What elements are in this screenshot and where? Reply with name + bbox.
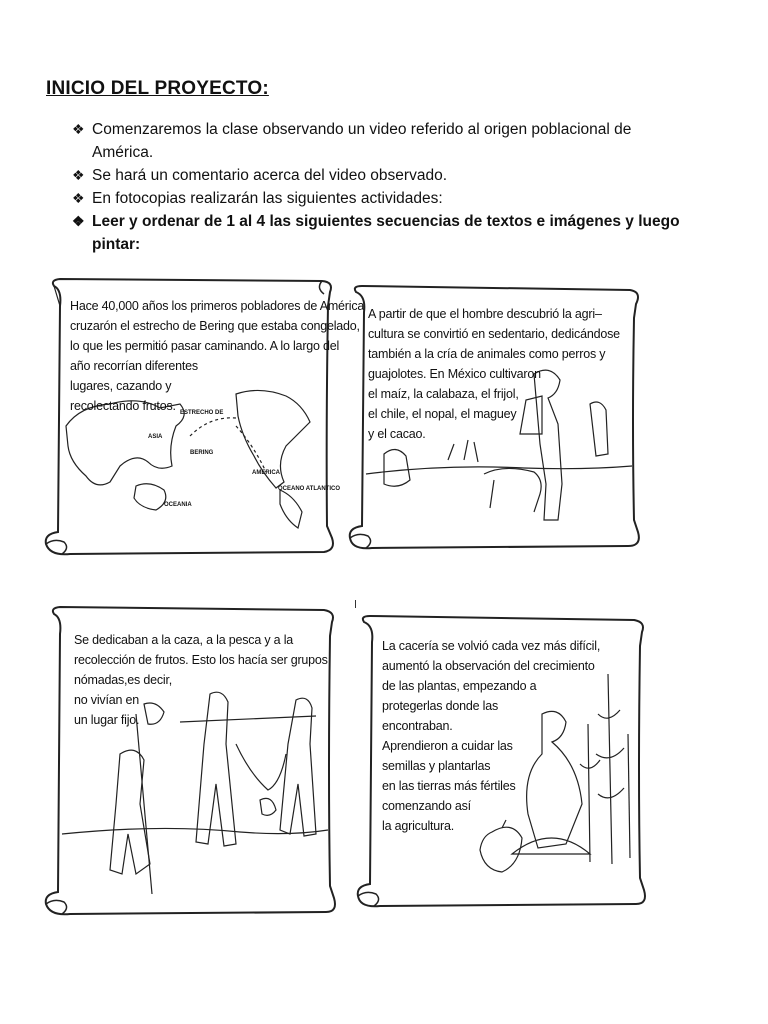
panel-text [368,304,620,444]
panel-line: un lugar fijo. [74,713,140,727]
instruction-list [72,118,712,256]
panel-line: semillas y plantarlas [382,759,491,773]
bullet-text: Se hará un comentario acerca del video observado. [92,167,447,184]
panel-line: la agricultura. [382,819,455,833]
bullet-text-line: América. [92,144,154,161]
map-label-oceania: OCEANIA [164,502,192,508]
panel-line: año recorrían diferentes [70,359,198,373]
diamond-bullet-icon: ❖ [72,190,85,206]
panel-line: Aprendieron a cuidar las [382,739,513,753]
panel-line: lugares, cazando y [70,379,172,393]
map-label-strait: ESTRECHO DE [180,410,224,416]
panel-line: de las plantas, empezando a [382,679,537,693]
map-label-america: AMERICA [252,470,280,476]
panel-text [74,630,328,730]
scroll-panel-agriculture-sedentary [344,284,646,552]
map-label-atlantic: OCEANO ATLANTICO [278,486,340,492]
panel-line: no vivían en [74,693,140,707]
panel-line: cruzarón el estrecho de Bering que estaba congelado, [70,319,360,333]
panel-text [382,636,600,836]
scroll-panel-nomadic-hunting [40,604,342,918]
panel-text [70,296,364,416]
panel-line: Hace 40,000 años los primeros pobladores de América [70,299,365,313]
list-item [72,187,712,210]
panel-line: comenzando así [382,799,471,813]
panel-line: encontraban. [382,719,453,733]
panel-line: A partir de que el hombre descubrió la agri– [368,307,602,321]
diamond-bullet-icon: ❖ [72,213,85,229]
panel-line: el maíz, la calabaza, el frijol, [368,387,519,401]
panel-line: y el cacao. [368,427,426,441]
bullet-text-line: pintar: [92,236,141,253]
bullet-text-line: Comenzaremos la clase observando un video referido al origen poblacional de [92,121,632,138]
panel-line: recolección de frutos. Esto los hacía ser grupos [74,653,328,667]
panel-line: protegerlas donde las [382,699,499,713]
map-label-bering: BERING [190,450,214,456]
panel-line: Se dedicaban a la caza, a la pesca y a la [74,633,294,647]
panel-line: aumentó la observación del crecimiento [382,659,595,673]
scroll-panel-cultivation [352,614,652,910]
panel-line: La cacería se volvió cada vez más difícil, [382,639,601,653]
panel-line: cultura se convirtió en sedentario, dedicándose [368,327,620,341]
bullet-text: En fotocopias realizarán las siguientes actividades: [92,190,443,207]
panel-line: también a la cría de animales como perros y [368,347,606,361]
list-item [72,118,712,164]
panel-line: nómadas,es decir, [74,673,173,687]
bullet-text-line: Leer y ordenar de 1 al 4 las siguientes secuencias de textos e imágenes y luego [92,213,680,230]
map-label-asia: ASIA [148,434,163,440]
stray-mark [355,600,356,608]
diamond-bullet-icon: ❖ [72,167,85,183]
scroll-panel-bering-migration [40,276,365,560]
panel-line: guajolotes. En México cultivaron [368,367,541,381]
list-item [72,164,712,187]
panel-line: en las tierras más fértiles [382,779,516,793]
panel-line: el chile, el nopal, el maguey [368,407,517,421]
panel-line: lo que les permitió pasar caminando. A lo largo del [70,339,340,353]
page-title: INICIO DEL PROYECTO: [46,78,269,99]
list-item [72,210,712,256]
panel-line: recolectando frutos. [70,399,176,413]
diamond-bullet-icon: ❖ [72,121,85,137]
